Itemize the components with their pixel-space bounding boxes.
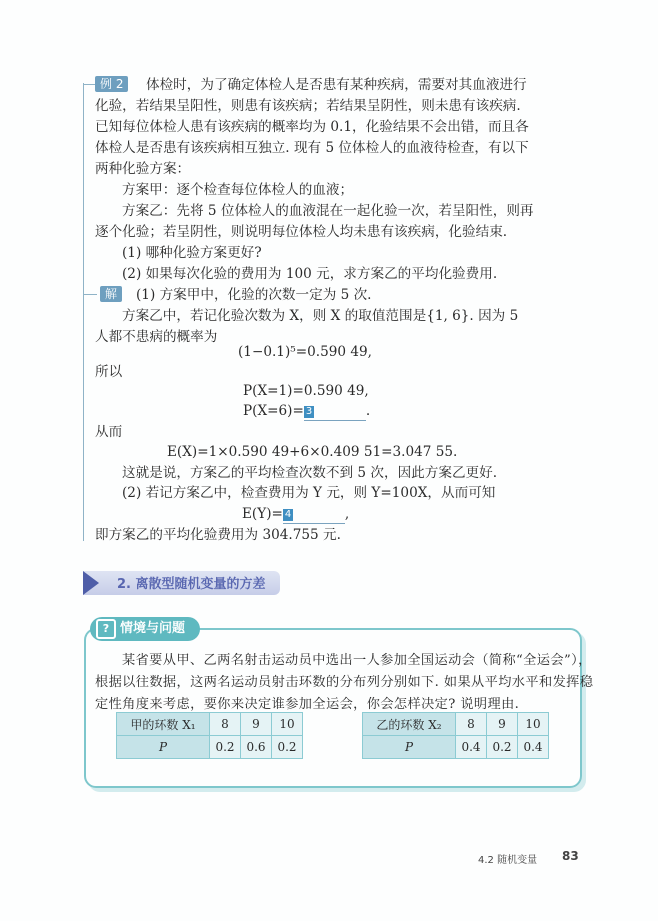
formula: E(X)=1×0.590 49+6×0.409 51=3.047 55. <box>167 444 458 460</box>
question-icon: ? <box>96 619 116 639</box>
example-tag: 例 2 <box>95 76 128 92</box>
example-line: (2) 如果每次化验的费用为 100 元，求方案乙的平均化验费用. <box>122 266 498 282</box>
table-cell: 0.6 <box>241 736 272 759</box>
table-cell: 0.2 <box>272 736 303 759</box>
example-line: 体检人是否患有该疾病相互独立. 现有 5 位体检人的血液待检查，有以下 <box>95 140 529 156</box>
example-line: 已知每位体检人患有该疾病的概率均为 0.1，化验结果不会出错，而且各 <box>95 119 529 135</box>
answer-blank[interactable] <box>304 405 366 421</box>
table-cell: 8 <box>210 713 241 736</box>
solution-line: 即方案乙的平均化验费用为 304.755 元. <box>95 527 341 543</box>
example-line: 逐个化验；若呈阴性，则说明每位体检人均未患有该疾病，化验结束. <box>95 224 508 240</box>
blank-number: 3 <box>305 406 313 417</box>
example-line: 方案甲：逐个检查每位体检人的血液； <box>122 182 354 198</box>
problem-line: 某省要从甲、乙两名射击运动员中选出一人参加全国运动会（简称“全运会”）， <box>122 653 592 668</box>
solution-line: 这就是说，方案乙的平均检查次数不到 5 次，因此方案乙更好. <box>122 465 498 481</box>
solution-line: (1) 方案甲中，化验的次数一定为 5 次. <box>136 287 372 303</box>
formula-blank-3: P(X=6)= 3 . <box>243 403 371 419</box>
table-cell: 9 <box>241 713 272 736</box>
footer-section: 4.2 随机变量 <box>478 855 538 866</box>
problem-line: 定性角度来考虑，要你来决定谁参加全运会，你会怎样决定? 说明理由. <box>95 697 520 712</box>
section-title: 2. 离散型随机变量的方差 <box>117 577 266 592</box>
p-label: P <box>404 740 414 754</box>
table-header: 甲的环数 X₁ <box>117 713 210 736</box>
solution-line: 从而 <box>95 424 123 440</box>
distribution-table-yi <box>362 712 549 759</box>
distribution-table-jia <box>116 712 303 759</box>
formula: P(X=1)=0.590 49, <box>243 383 369 399</box>
formula: E(Y)= <box>242 506 283 522</box>
blank-number: 4 <box>284 509 292 520</box>
table-cell: 9 <box>487 713 518 736</box>
problem-tag-label: 情境与问题 <box>120 621 186 636</box>
table-cell: 0.4 <box>518 736 549 759</box>
table-cell: 10 <box>518 713 549 736</box>
example-bracket <box>83 83 84 541</box>
solution-line: (2) 若记方案乙中，检查费用为 Y 元，则 Y=100X，从而可知 <box>122 485 496 501</box>
problem-tag <box>90 617 200 641</box>
example-line: 两种化验方案： <box>95 161 191 177</box>
example-line: 化验，若结果呈阳性，则患有该疾病；若结果呈阴性，则未患有该疾病. <box>95 98 521 114</box>
problem-line: 根据以往数据，这两名运动员射击环数的分布列分别如下. 如果从平均水平和发挥稳 <box>95 675 594 690</box>
table-header: 乙的环数 X₂ <box>363 713 456 736</box>
table-cell: 10 <box>272 713 303 736</box>
p-label: P <box>158 740 168 754</box>
solution-line: 人都不患病的概率为 <box>95 329 218 345</box>
table-cell: 8 <box>456 713 487 736</box>
example-line: (1) 哪种化验方案更好? <box>122 245 262 261</box>
formula: (1−0.1)⁵=0.590 49, <box>238 344 372 360</box>
solution-line: 方案乙中，若记化验次数为 X，则 X 的取值范围是{1, 6}. 因为 5 <box>122 308 519 324</box>
bracket-tick <box>83 294 97 295</box>
formula-blank-4: E(Y)= 4 , <box>242 506 350 522</box>
table-cell: 0.2 <box>487 736 518 759</box>
table-cell: 0.4 <box>456 736 487 759</box>
example-line: 方案乙：先将 5 位体检人的血液混在一起化验一次，若呈阳性，则再 <box>122 203 534 219</box>
formula: P(X=6)= <box>243 403 304 419</box>
solution-line: 所以 <box>95 364 123 380</box>
table-header <box>117 736 210 759</box>
answer-blank[interactable] <box>283 508 345 524</box>
table-cell: 0.2 <box>210 736 241 759</box>
arrow-icon <box>83 571 99 595</box>
solution-tag: 解 <box>100 286 122 302</box>
table-header <box>363 736 456 759</box>
page-number: 83 <box>562 849 579 863</box>
section-heading <box>83 571 280 595</box>
example-line: 体检时，为了确定体检人是否患有某种疾病，需要对其血液进行 <box>146 77 527 93</box>
